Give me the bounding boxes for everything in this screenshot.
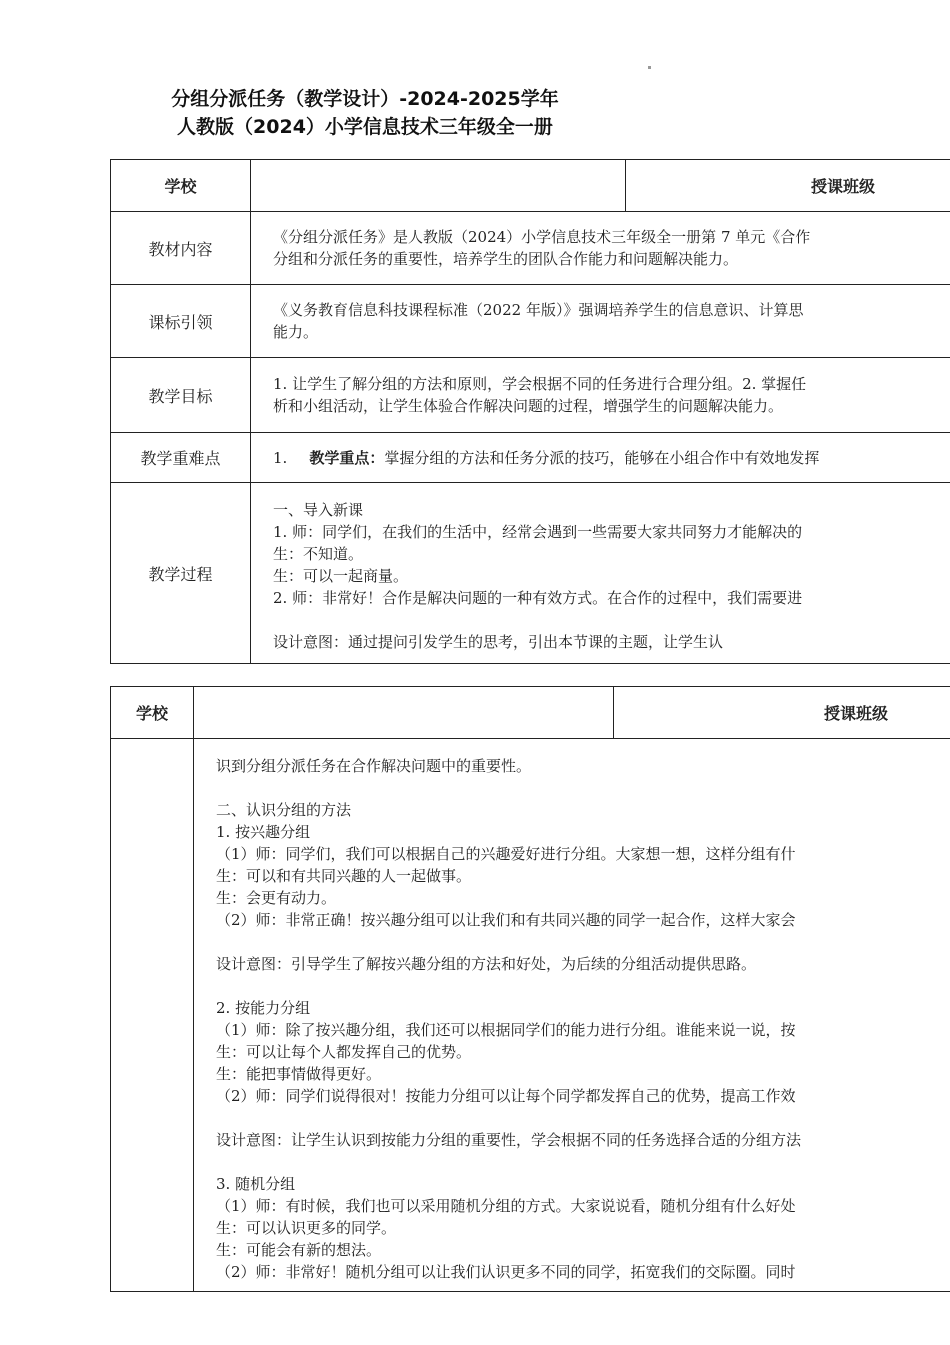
key-point-text: 掌握分组的方法和任务分派的技巧，能够在小组合作中有效地发挥 xyxy=(384,448,820,467)
content-line: 生：不知道。 xyxy=(273,545,364,563)
content-line: 《分组分派任务》是人教版（2024）小学信息技术三年级全一册第 7 单元《合作 xyxy=(273,228,811,246)
key-point-label: 教学重点： xyxy=(309,448,385,467)
class-header: 授课班级 xyxy=(626,160,950,212)
content-line: 能力。 xyxy=(273,323,319,341)
content-line: 生：可能会有新的想法。 xyxy=(216,1241,382,1259)
list-number: 1. xyxy=(273,448,288,467)
class-header: 授课班级 xyxy=(614,687,950,739)
content-line: 一、导入新课 xyxy=(273,501,364,519)
school-header: 学校 xyxy=(111,687,194,739)
content-line: 二、认识分组的方法 xyxy=(216,801,352,819)
content-line: 1. 按兴趣分组 xyxy=(216,823,311,841)
document-subtitle: 人教版（2024）小学信息技术三年级全一册 xyxy=(177,116,553,138)
content-line: 生：能把事情做得更好。 xyxy=(216,1065,382,1083)
row-label: 教学目标 xyxy=(111,358,251,433)
row-label: 教学过程 xyxy=(111,483,251,664)
content-line: 1. 师：同学们，在我们的生活中，经常会遇到一些需要大家共同努力才能解决的 xyxy=(273,523,803,541)
content-line: 生：可以一起商量。 xyxy=(273,567,409,585)
content-line: （1）师：同学们，我们可以根据自己的兴趣爱好进行分组。大家想一想，这样分组有什 xyxy=(216,845,796,863)
school-value-cell xyxy=(251,160,626,212)
label-cell xyxy=(111,739,194,1292)
content-line: 2. 师：非常好！合作是解决问题的一种有效方式。在合作的过程中，我们需要进 xyxy=(273,589,803,607)
content-line: （1）师：有时候，我们也可以采用随机分组的方式。大家说说看，随机分组有什么好处 xyxy=(216,1197,796,1215)
row-content xyxy=(251,285,950,358)
blank-line xyxy=(216,975,950,997)
content-line: 《义务教育信息科技课程标准（2022 年版）》强调培养学生的信息意识、计算思 xyxy=(273,301,804,319)
content-line: 分组和分派任务的重要性，培养学生的团队合作能力和问题解决能力。 xyxy=(273,250,739,268)
row-content xyxy=(251,212,950,285)
row-label: 教学重难点 xyxy=(111,433,251,483)
content-line: （2）师：同学们说得很对！按能力分组可以让每个同学都发挥自己的优势，提高工作效 xyxy=(216,1087,796,1105)
lesson-table-2 xyxy=(110,686,950,1292)
content-line: 识到分组分派任务在合作解决问题中的重要性。 xyxy=(216,757,532,775)
content-line: 1. 让学生了解分组的方法和原则，学会根据不同的任务进行合理分组。2. 掌握任 xyxy=(273,375,807,393)
school-value-cell xyxy=(194,687,614,739)
document-title: 分组分派任务（教学设计）-2024-2025学年 xyxy=(171,88,559,110)
blank-line xyxy=(273,609,950,631)
content-line: 设计意图：引导学生了解按兴趣分组的方法和好处，为后续的分组活动提供思路。 xyxy=(216,955,757,973)
blank-line xyxy=(216,1151,950,1173)
row-label: 教材内容 xyxy=(111,212,251,285)
content-line: 生：可以和有共同兴趣的人一起做事。 xyxy=(216,867,472,885)
content-line: 3. 随机分组 xyxy=(216,1175,296,1193)
row-label: 课标引领 xyxy=(111,285,251,358)
content-line: 生：可以让每个人都发挥自己的优势。 xyxy=(216,1043,472,1061)
content-line: 设计意图：让学生认识到按能力分组的重要性，学会根据不同的任务选择合适的分组方法 xyxy=(216,1131,802,1149)
content-line: （2）师：非常正确！按兴趣分组可以让我们和有共同兴趣的同学一起合作，这样大家会 xyxy=(216,911,796,929)
content-line: 析和小组活动，让学生体验合作解决问题的过程，增强学生的问题解决能力。 xyxy=(273,397,784,415)
page-mark xyxy=(648,66,651,69)
blank-line xyxy=(216,931,950,953)
process-content xyxy=(194,739,950,1292)
content-line: （1）师：除了按兴趣分组，我们还可以根据同学们的能力进行分组。谁能来说一说，按 xyxy=(216,1021,796,1039)
content-line: 2. 按能力分组 xyxy=(216,999,311,1017)
blank-line xyxy=(216,1107,950,1129)
content-line: 设计意图：通过提问引发学生的思考，引出本节课的主题，让学生认 xyxy=(273,633,724,651)
content-line: 生：会更有动力。 xyxy=(216,889,337,907)
row-content xyxy=(251,433,950,483)
process-content xyxy=(251,483,950,664)
content-line: 生：可以认识更多的同学。 xyxy=(216,1219,397,1237)
row-content xyxy=(251,358,950,433)
blank-line xyxy=(216,777,950,799)
school-header: 学校 xyxy=(111,160,251,212)
content-line: （2）师：非常好！随机分组可以让我们认识更多不同的同学，拓宽我们的交际圈。同时 xyxy=(216,1263,796,1281)
lesson-table-1 xyxy=(110,159,950,664)
